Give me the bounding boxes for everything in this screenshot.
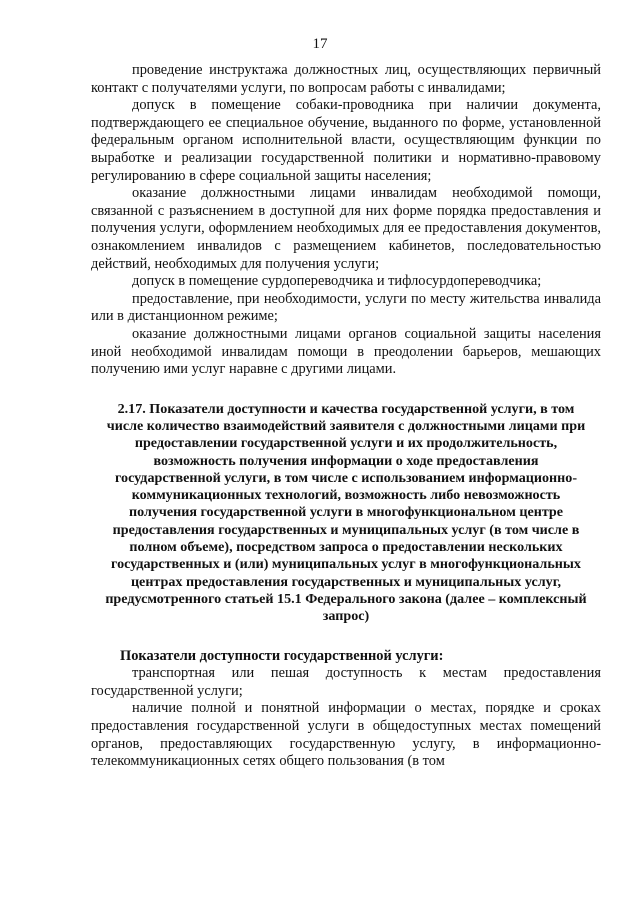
paragraph-instruction: проведение инструктажа должностных лиц, осуществляющих первичный контакт с получателями услуги, по вопросам работы с инвалидами;	[91, 62, 601, 96]
paragraph-other-help: оказание должностными лицами органов социальной защиты населения иной необходимой инвалидам помощи в преодолении барьеров, мешающих получению ими услуг наравне с другими лицами.	[91, 325, 601, 378]
paragraph-interpreter: допуск в помещение сурдопереводчика и тифлосурдопереводчика;	[132, 273, 542, 290]
subheading: Показатели доступности государственной услуги:	[120, 647, 444, 664]
paragraph-information: наличие полной и понятной информации о местах, порядке и сроках предоставления государственной услуги в общедоступных местах помещений органов, предоставляющих государственную услугу, в информационно-телекоммуникационных сетях общего пользования (в том	[91, 700, 601, 770]
document-body	[91, 62, 601, 771]
paragraph-guide-dog: допуск в помещение собаки-проводника при наличии документа, подтверждающего ее специальное обучение, выданного по форме, установленной федеральным органом исполнительной власти, осуществляющим функции по выработке и реализации государственной политики и нормативно-правовому регулированию в сфере социальной защиты населения;	[91, 97, 601, 184]
paragraph-transport: транспортная или пешая доступность к местам предоставления государственной услуги;	[91, 665, 601, 699]
page-number: 17	[312, 36, 328, 52]
paragraph-remote-service: предоставление, при необходимости, услуги по месту жительства инвалида или в дистанционном режиме;	[91, 290, 601, 325]
paragraph-assistance: оказание должностными лицами инвалидам необходимой помощи, связанной с разъяснением в доступной для них форме порядка предоставления и получения услуги, оформлением необходимых для ее предоставления документов, ознакомлением инвалидов с размещением кабинетов, последовательностью действий, необходимых для получения услуги;	[91, 185, 601, 272]
section-heading: 2.17. Показатели доступности и качества государственной услуги, в том числе количество взаимодействий заявителя с должностными лицами при предоставлении государственной услуги и их продолжительность, возможность получения информации о ходе предоставления государственной услуги, в том числе с использованием информационно-коммуникационных технологий, возможность либо невозможность получения государственной услуги в многофункциональном центре предоставления государственных и муниципальных услуг (в том числе в полном объеме), посредством запроса о предоставлении нескольких государственных и (или) муниципальных услуг в многофункциональных центрах предоставления государственных и муниципальных услуг, предусмотренного статьей 15.1 Федерального закона (далее – комплексный запрос)	[105, 400, 587, 625]
